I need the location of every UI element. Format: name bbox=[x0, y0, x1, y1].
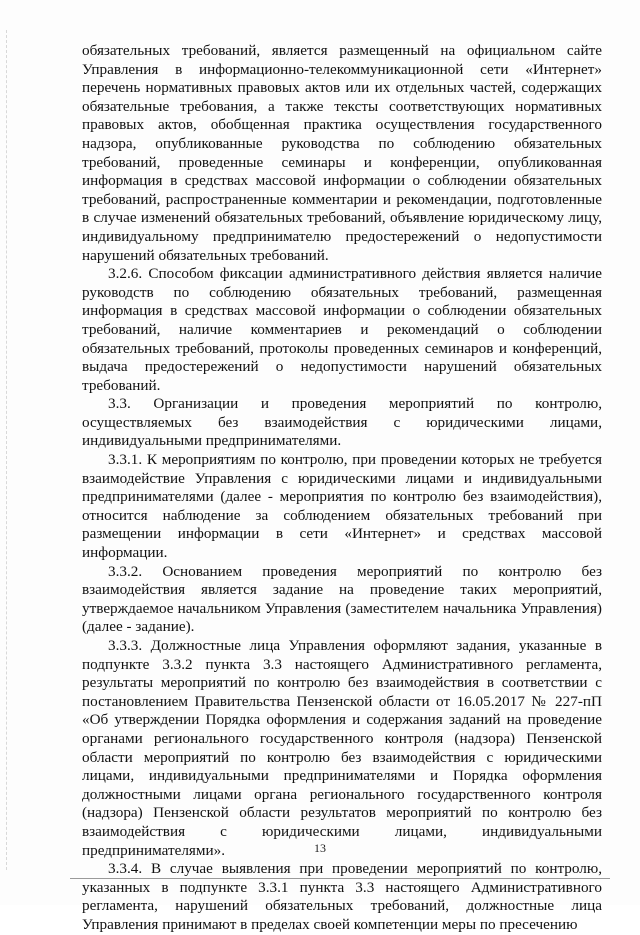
scan-edge-marks bbox=[6, 30, 9, 870]
paragraph-3-3-1: 3.3.1. К мероприятиям по контролю, при проведении которых не требуется взаимодействие Управления с юридическими лицами и индивидуальными предпринимателями (далее - мероприятия по контролю без взаимодействия), относится наблюдение за соблюдением обязательных требований при размещении информации в сети «Интернет» и средствах массовой информации. bbox=[82, 451, 602, 562]
page-number: 13 bbox=[314, 841, 326, 855]
paragraph-3-3: 3.3. Организации и проведения мероприятий по контролю, осуществляемых без взаимодействия с юридическими лицами, индивидуальными предпринимателями. bbox=[82, 395, 602, 450]
paragraph-3-3-3: 3.3.3. Должностные лица Управления оформляют задания, указанные в подпункте 3.3.2 пункта 3.3 настоящего Административного регламента, результаты мероприятий по контролю без взаимодействия в соответствии с постановлением Правительства Пензенской области от 16.05.2017 № 227-пП «Об утверждении Порядка оформления и содержания заданий на проведение органами регионального государственного контроля (надзора) Пензенской области мероприятий по контролю без взаимодействия с юридическими лицами, индивидуальными предпринимателями и Порядка оформления должностными лицами органа регионального государственного контроля (надзора) Пензенской области результатов мероприятий по контролю без взаимодействия с юридическими лицами, индивидуальными предпринимателями». bbox=[82, 637, 602, 859]
footer-rule bbox=[70, 878, 610, 879]
body-text bbox=[82, 42, 602, 935]
paragraph-3-2-6: 3.2.6. Способом фиксации административного действия является наличие руководств по соблюдению обязательных требований, размещенная информация в средствах массовой информации о соблюдении обязательных требований, наличие комментариев и рекомендаций о соблюдении обязательных требований, протоколы проведенных семинаров и конференций, выдача предостережений о недопустимости нарушений обязательных требований. bbox=[82, 265, 602, 394]
paragraph-continuation: обязательных требований, является размещенный на официальном сайте Управления в информационно-телекоммуникационной сети «Интернет» перечень нормативных правовых актов или их отдельных частей, содержащих обязательные требования, а также тексты соответствующих нормативных правовых актов, обобщенная практика осуществления государственного надзора, опубликованные руководства по соблюдению обязательных требований, проведенные семинары и конференции, опубликованная информация в средствах массовой информации о соблюдении обязательных требований, распространенные комментарии и рекомендации, подготовленные в случае изменений обязательных требований, объявление юридическому лицу, индивидуальному предпринимателю предостережений о недопустимости нарушений обязательных требований. bbox=[82, 42, 602, 264]
paragraph-3-3-2: 3.3.2. Основанием проведения мероприятий по контролю без взаимодействия является задание на проведение таких мероприятий, утверждаемое начальником Управления (заместителем начальника Управления) (далее - задание). bbox=[82, 562, 602, 636]
paragraph-3-3-4: 3.3.4. В случае выявления при проведении мероприятий по контролю, указанных в подпункте 3.3.1 пункта 3.3 настоящего Административного регламента, нарушений обязательных требований, должностные лица Управления принимают в пределах своей компетенции меры по пресечению bbox=[82, 860, 602, 933]
